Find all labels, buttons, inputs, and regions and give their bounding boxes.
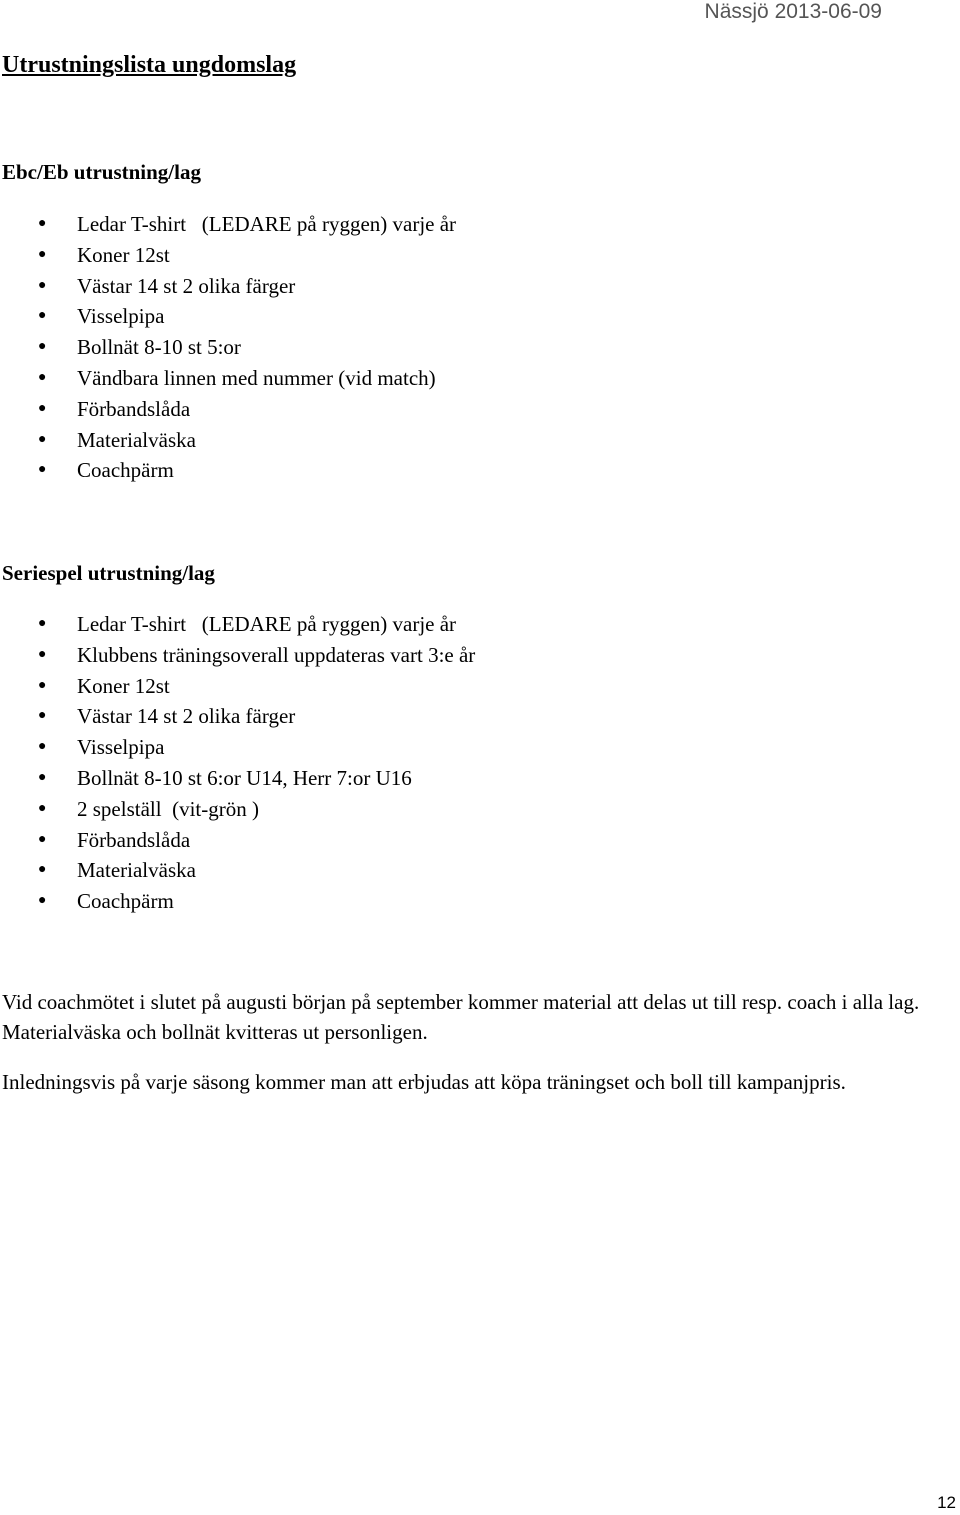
bullet-icon: ● bbox=[38, 369, 47, 385]
list-item: ● Ledar T-shirt (LEDARE på ryggen) varje år bbox=[0, 209, 456, 240]
bullet-icon: ● bbox=[38, 677, 47, 693]
bullet-icon: ● bbox=[38, 800, 47, 816]
bullet-icon: ● bbox=[38, 308, 47, 324]
list-item: ● Västar 14 st 2 olika färger bbox=[0, 271, 456, 302]
list-item: ● Koner 12st bbox=[0, 671, 475, 702]
bullet-icon: ● bbox=[38, 277, 47, 293]
equipment-list-seriespel bbox=[0, 609, 475, 917]
list-item: ● Visselpipa bbox=[0, 301, 456, 332]
list-item: ● Bollnät 8-10 st 5:or bbox=[0, 332, 456, 363]
page-number: 12 bbox=[937, 1493, 956, 1512]
bullet-icon: ● bbox=[38, 216, 47, 231]
bullet-icon: ● bbox=[38, 708, 47, 724]
bullet-icon: ● bbox=[38, 431, 47, 447]
list-item: ● Visselpipa bbox=[0, 732, 475, 763]
section-heading-seriespel: Seriespel utrustning/lag bbox=[2, 561, 215, 585]
list-item: ● Coachpärm bbox=[0, 455, 456, 486]
equipment-list-ebc bbox=[0, 209, 456, 486]
section-heading-ebc: Ebc/Eb utrustning/lag bbox=[2, 160, 201, 184]
paragraph-training-set-offer: Inledningsvis på varje säsong kommer man att erbjudas att köpa träningset och boll till kampanjpris. bbox=[2, 1070, 846, 1094]
header-date: Nässjö 2013-06-09 bbox=[704, 0, 882, 23]
bullet-icon: ● bbox=[38, 893, 47, 909]
list-item: ● Förbandslåda bbox=[0, 825, 475, 856]
bullet-icon: ● bbox=[38, 462, 47, 478]
bullet-icon: ● bbox=[38, 400, 47, 416]
list-item: ● Ledar T-shirt (LEDARE på ryggen) varje år bbox=[0, 609, 475, 640]
document-title: Utrustningslista ungdomslag bbox=[2, 52, 297, 78]
list-item: ● Vändbara linnen med nummer (vid match) bbox=[0, 363, 456, 394]
bullet-icon: ● bbox=[38, 739, 47, 755]
list-item: ● Klubbens träningsoverall uppdateras vart 3:e år bbox=[0, 640, 475, 671]
paragraph-coach-meeting: Vid coachmötet i slutet på augusti början på september kommer material att delas ut till resp. coach i alla lag. Materialväska och bollnät kvitteras ut personligen. bbox=[2, 990, 920, 1044]
list-item: ● Bollnät 8-10 st 6:or U14, Herr 7:or U16 bbox=[0, 763, 475, 794]
bullet-icon: ● bbox=[38, 646, 47, 662]
list-item: ● Koner 12st bbox=[0, 240, 456, 271]
list-item: ● Materialväska bbox=[0, 425, 456, 456]
list-item: ● Förbandslåda bbox=[0, 394, 456, 425]
bullet-icon: ● bbox=[38, 769, 47, 785]
list-item: ● 2 spelställ (vit-grön ) bbox=[0, 794, 475, 825]
bullet-icon: ● bbox=[38, 246, 47, 262]
bullet-icon: ● bbox=[38, 339, 47, 355]
list-item: ● Coachpärm bbox=[0, 886, 475, 917]
bullet-icon: ● bbox=[38, 862, 47, 878]
bullet-icon: ● bbox=[38, 616, 47, 631]
list-item: ● Materialväska bbox=[0, 855, 475, 886]
bullet-icon: ● bbox=[38, 831, 47, 847]
list-item: ● Västar 14 st 2 olika färger bbox=[0, 701, 475, 732]
